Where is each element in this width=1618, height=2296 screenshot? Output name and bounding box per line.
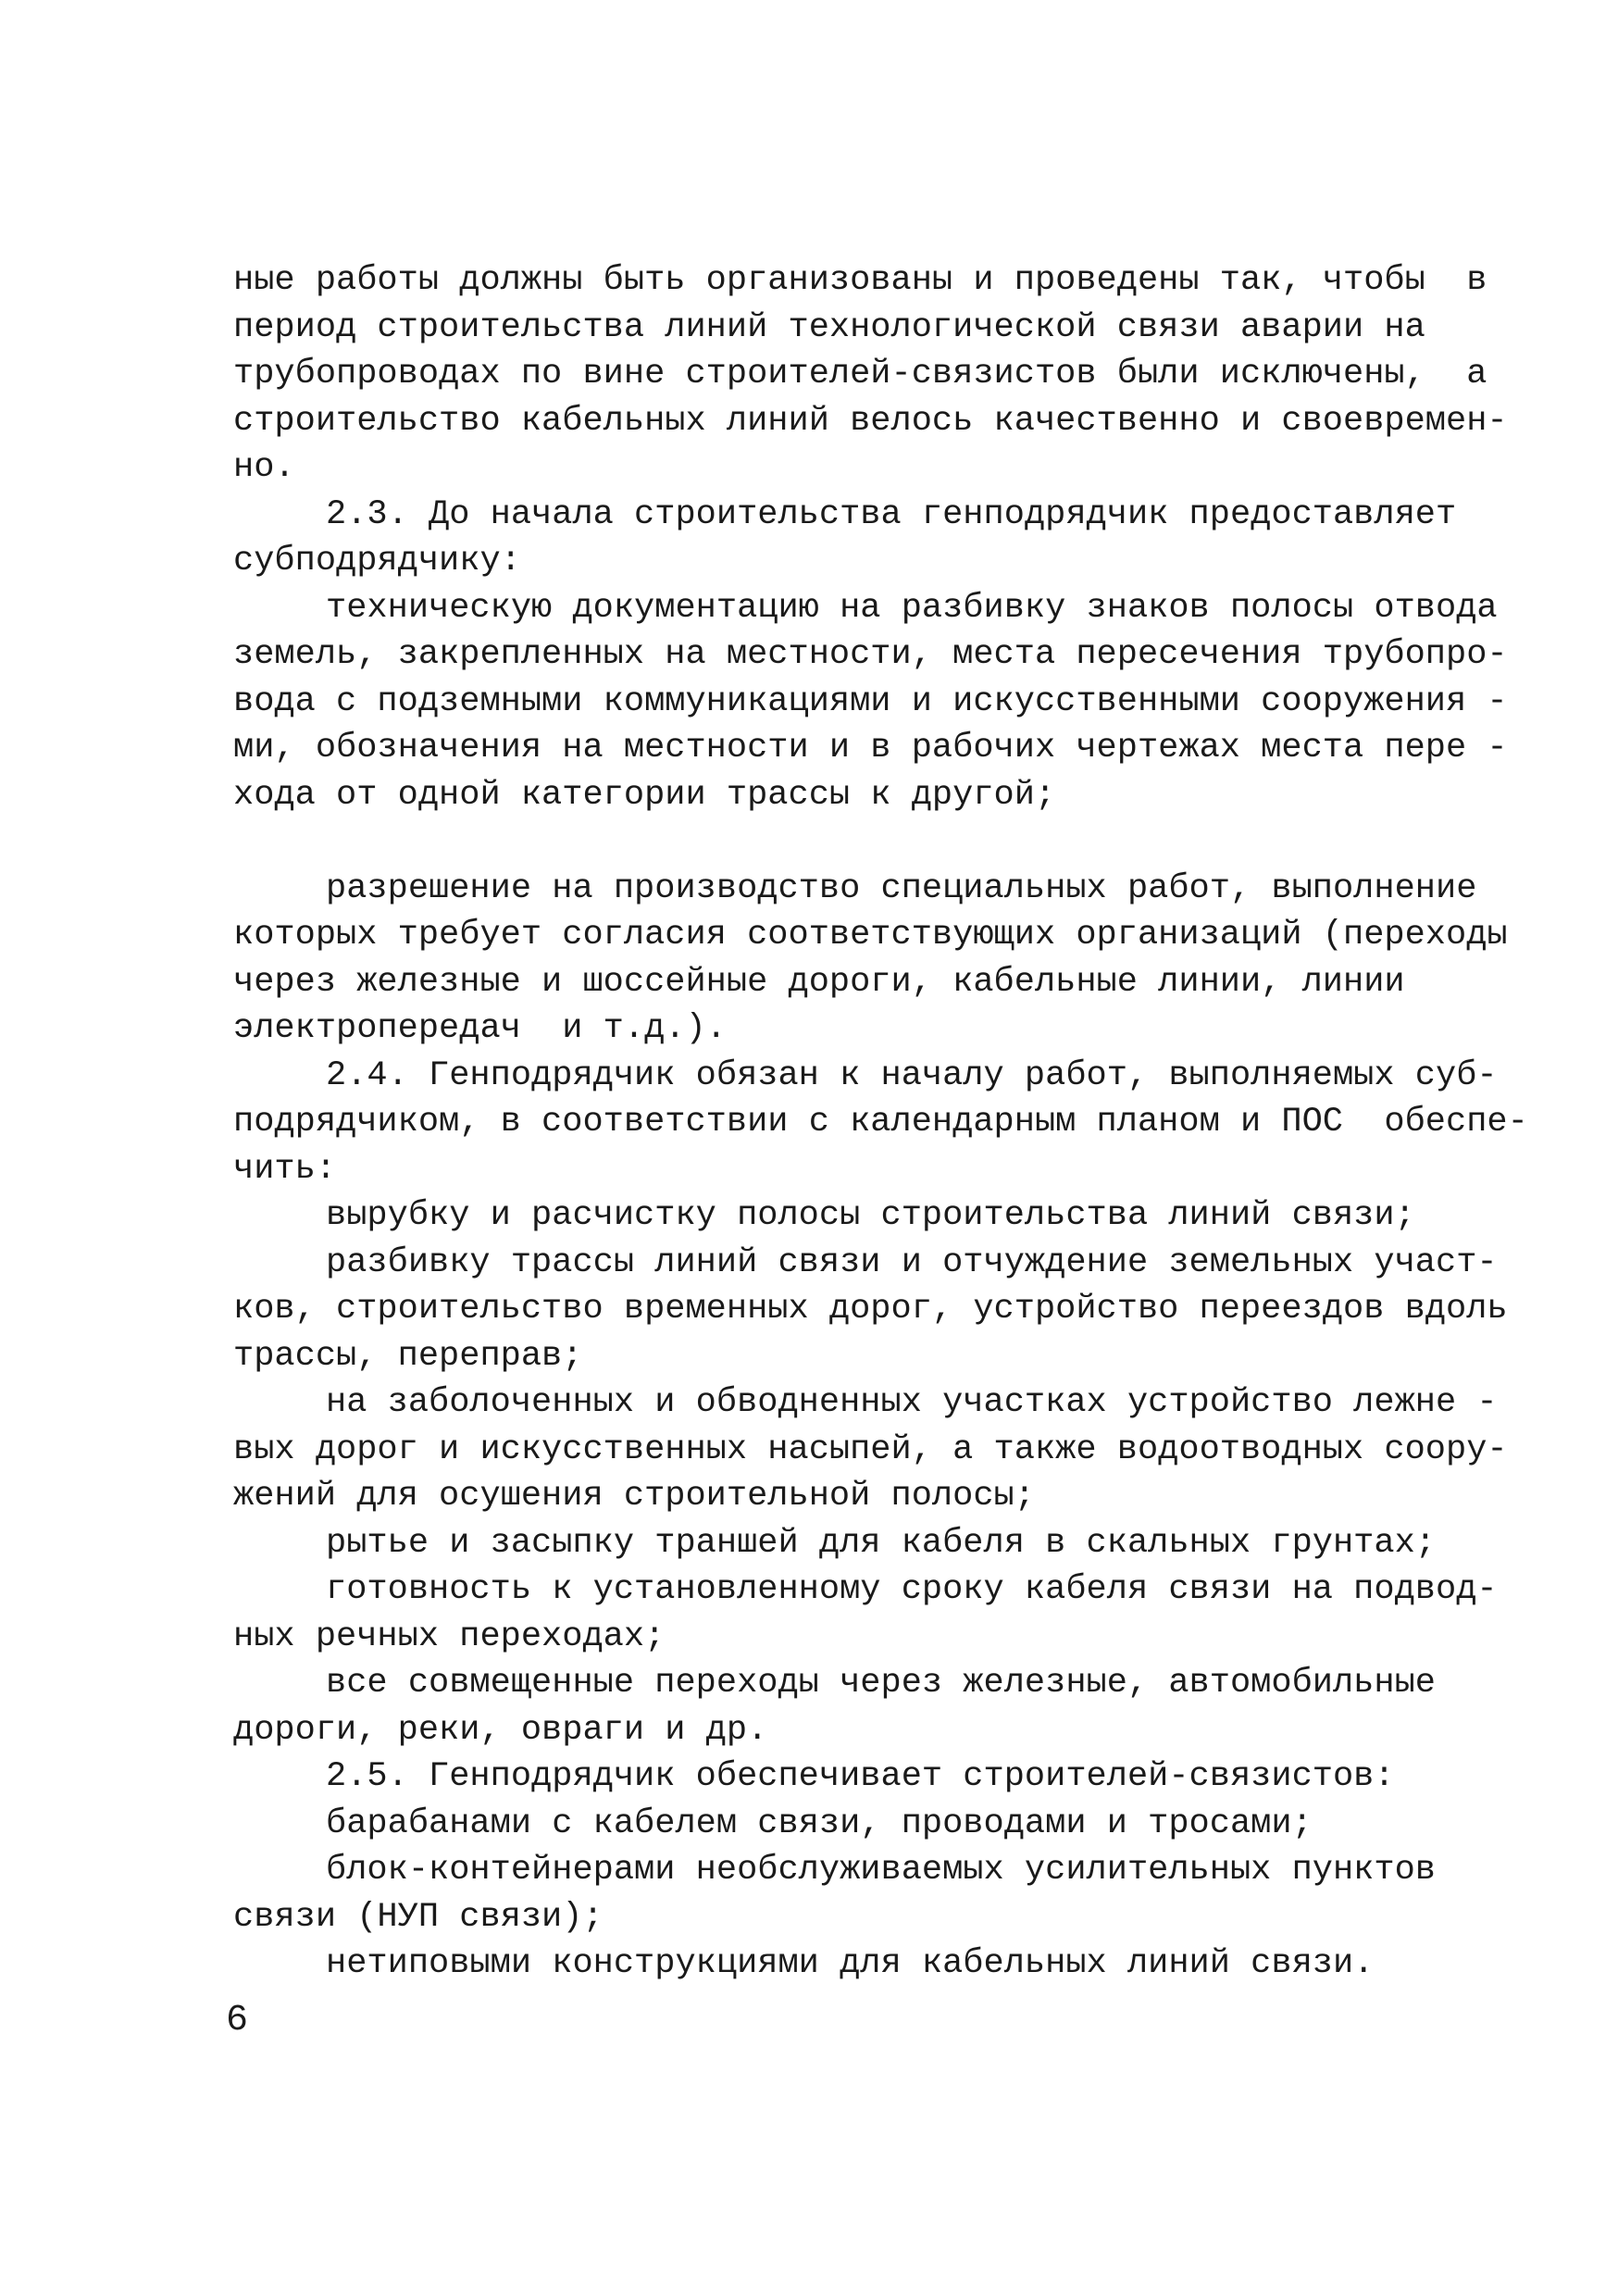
- text-line: субподрядчику:: [233, 542, 521, 580]
- text-line: вырубку и расчистку полосы строительства линий связи;: [326, 1196, 1415, 1235]
- body-text: [233, 257, 1528, 1988]
- text-line: вода с подземными коммуникациями и искусственными сооружения -: [233, 681, 1508, 721]
- text-line: электропередач и т.д.).: [233, 1009, 727, 1048]
- text-line: строительство кабельных линий велось качественно и своевремен-: [233, 401, 1508, 441]
- text-line: период строительства линий технологической связи аварии на: [233, 307, 1425, 347]
- text-line: ми, обозначения на местности и в рабочих чертежах места пере -: [233, 729, 1508, 767]
- section-2-4-heading: 2.4. Генподрядчик обязан к началу работ, выполняемых суб-: [326, 1055, 1498, 1095]
- text-line: блок-контейнерами необслуживаемых усилительных пунктов: [326, 1851, 1436, 1890]
- text-line: трубопроводах по вине строителей-связистов были исключены, а: [233, 355, 1487, 393]
- text-line: ных речных переходах;: [233, 1616, 666, 1656]
- text-line: все совмещенные переходы через железные, автомобильные: [326, 1664, 1436, 1703]
- text-line: ные работы должны быть организованы и проведены так, чтобы в: [233, 261, 1487, 300]
- text-line: вых дорог и искусственных насыпей, а также водоотводных соору-: [233, 1429, 1508, 1469]
- text-line: чить:: [233, 1149, 337, 1189]
- text-line: разбивку трассы линий связи и отчуждение земельных участ-: [326, 1242, 1498, 1282]
- text-line: рытье и засыпку траншей для кабеля в скальных грунтах;: [326, 1523, 1436, 1563]
- text-line: подрядчиком, в соответствии с календарным планом и ПОС обеспе-: [233, 1103, 1528, 1142]
- text-line: через железные и шоссейные дороги, кабельные линии, линии: [233, 962, 1405, 1002]
- text-line: трассы, переправ;: [233, 1336, 583, 1376]
- text-line: ков, строительство временных дорог, устройство переездов вдоль: [233, 1290, 1508, 1329]
- text-line: барабанами с кабелем связи, проводами и тросами;: [326, 1803, 1313, 1843]
- page-number: 6: [226, 2000, 249, 2041]
- section-2-3-heading: 2.3. До начала строительства генподрядчик предоставляет: [326, 494, 1457, 534]
- blank-line: [233, 818, 1400, 866]
- text-line: но.: [233, 448, 295, 487]
- text-line: техническую документацию на разбивку знаков полосы отвода: [326, 588, 1498, 628]
- text-line: разрешение на производство специальных работ, выполнение: [326, 868, 1477, 908]
- section-2-5-heading: 2.5. Генподрядчик обеспечивает строителей-связистов:: [326, 1757, 1395, 1796]
- text-line: нетиповыми конструкциями для кабельных линий связи.: [326, 1944, 1375, 1983]
- text-line: хода от одной категории трассы к другой;: [233, 775, 1056, 815]
- text-line: связи (НУП связи);: [233, 1897, 604, 1937]
- text-line: которых требует согласия соответствующих организаций (переходы: [233, 916, 1508, 955]
- text-line: на заболоченных и обводненных участках устройство лежне -: [326, 1383, 1498, 1422]
- text-line: жений для осушения строительной полосы;: [233, 1477, 1035, 1516]
- text-line: земель, закрепленных на местности, места пересечения трубопро-: [233, 635, 1508, 674]
- text-line: дороги, реки, овраги и др.: [233, 1710, 768, 1750]
- text-line: готовность к установленному сроку кабеля связи на подвод-: [326, 1570, 1498, 1609]
